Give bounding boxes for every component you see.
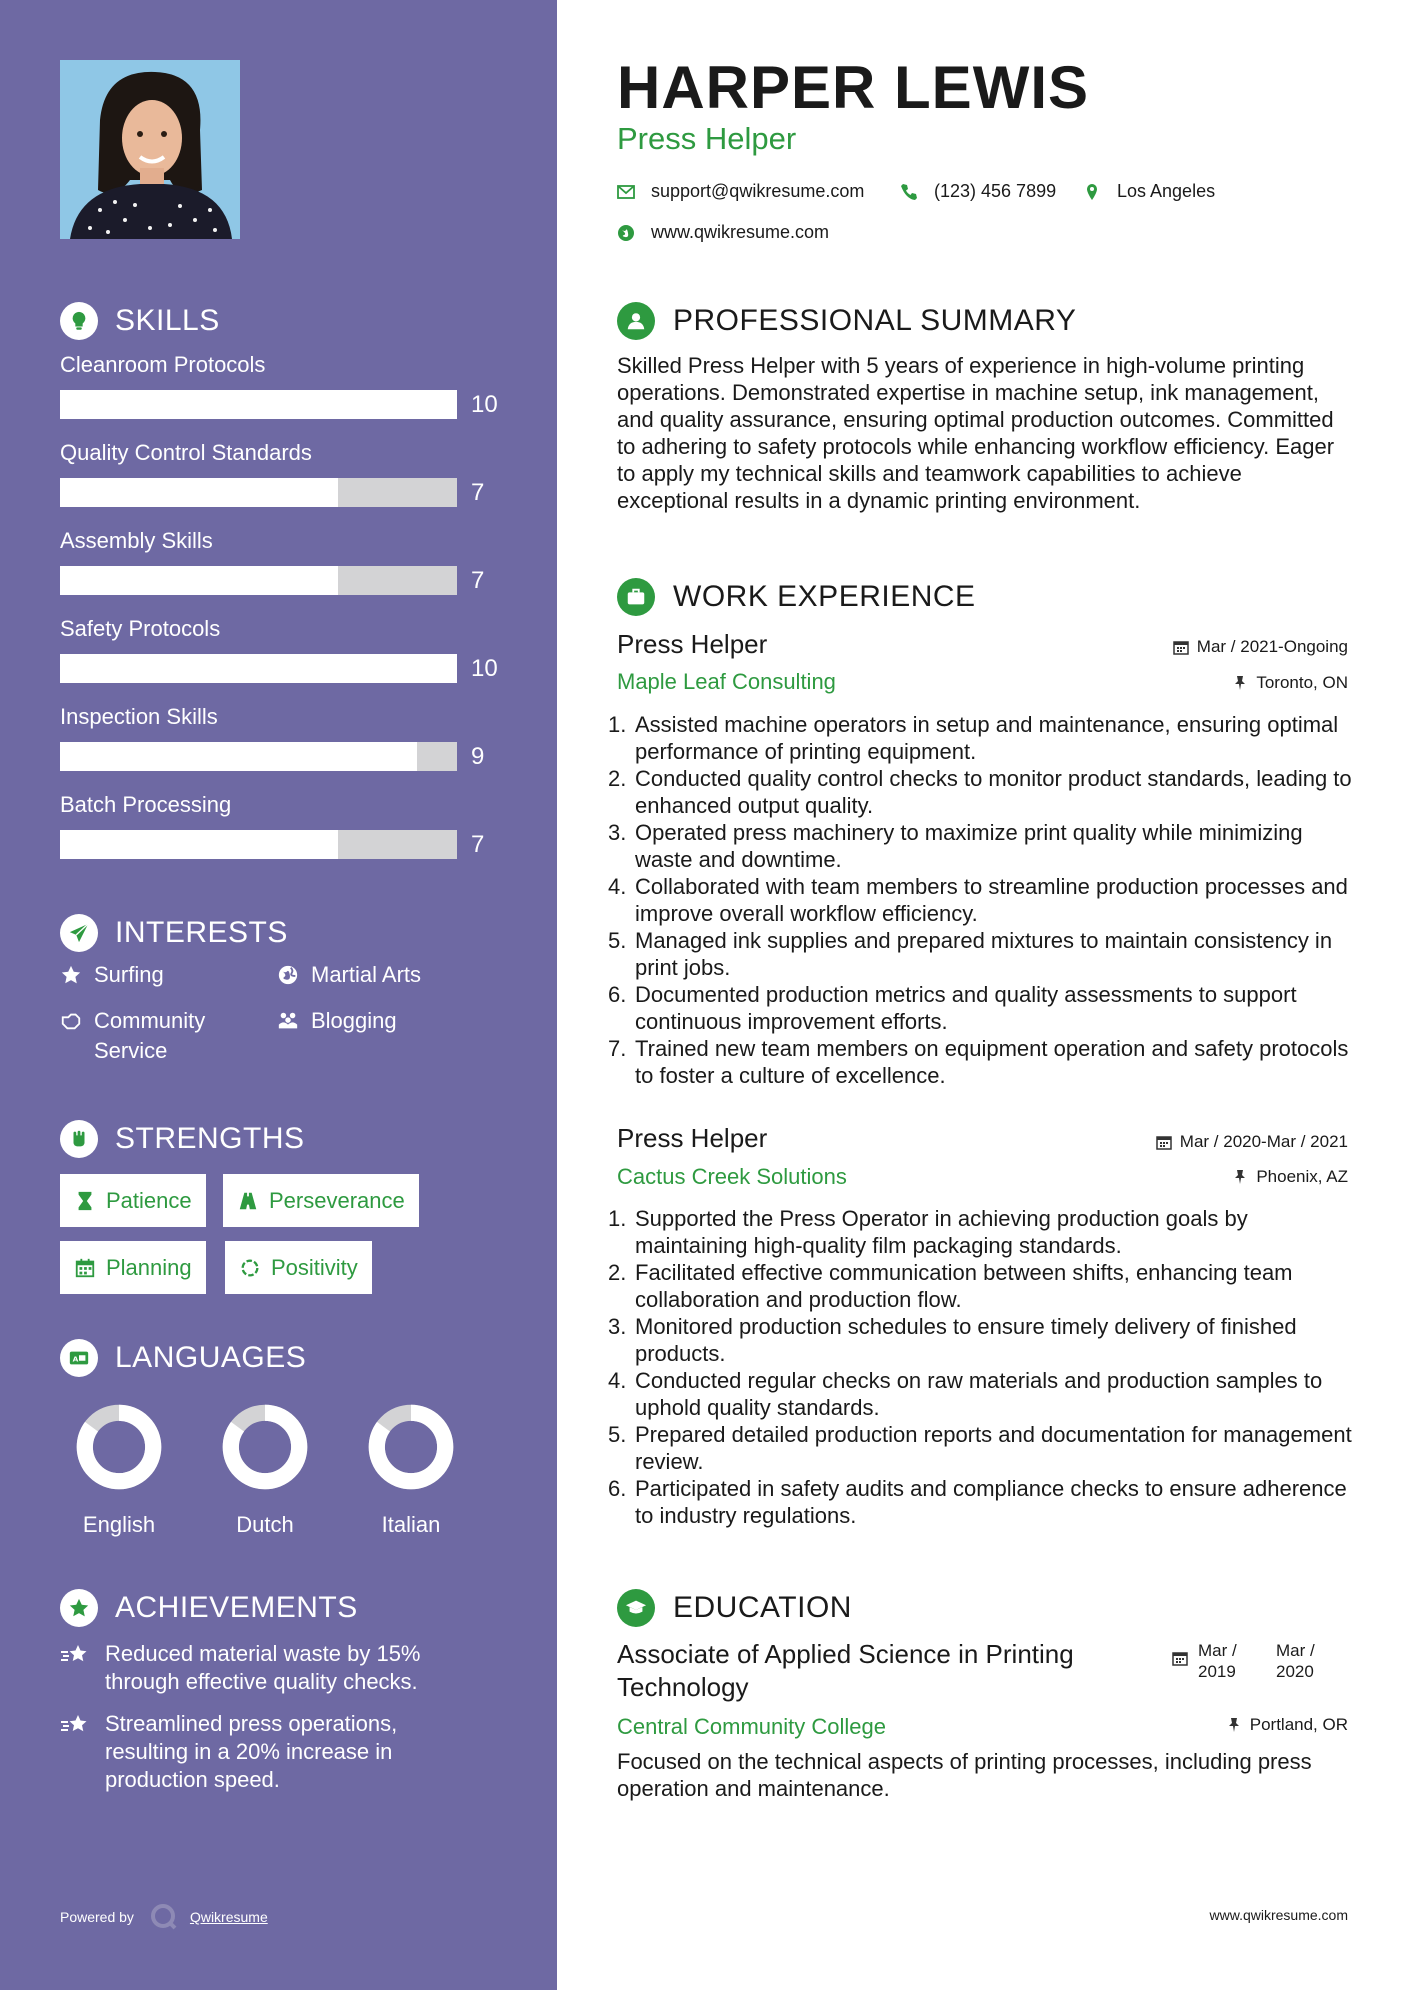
- globe-icon: [617, 224, 635, 242]
- skill-level: 10: [471, 391, 498, 418]
- skill-bar-fill: [60, 566, 338, 595]
- strength-tag-positivity: Positivity: [225, 1241, 372, 1294]
- paper-plane-icon: [60, 914, 98, 952]
- skill-name: Assembly Skills: [60, 528, 213, 553]
- footer-url[interactable]: www.qwikresume.com: [1209, 1907, 1348, 1923]
- briefcase-icon: [617, 578, 655, 616]
- interest-item-community-service: Community Service: [60, 1006, 240, 1066]
- envelope-icon: [617, 183, 635, 201]
- pin-icon: [1226, 1717, 1242, 1733]
- skill-bar-fill: [60, 654, 457, 683]
- proficiency-ring: [74, 1402, 164, 1492]
- item-number: 3.: [608, 1314, 627, 1339]
- job-dates: Mar / 2020-Mar / 2021: [1156, 1133, 1348, 1150]
- skill-name: Quality Control Standards: [60, 440, 312, 465]
- interest-item-blogging: Blogging: [277, 1006, 397, 1036]
- pin-icon: [1232, 675, 1248, 691]
- pin-icon: [1232, 1169, 1248, 1185]
- skills-heading: SKILLS: [60, 301, 220, 341]
- candidate-name: HARPER LEWIS: [617, 54, 1090, 121]
- skill-name: Safety Protocols: [60, 616, 221, 641]
- item-number: 5.: [608, 928, 627, 953]
- globe-icon: [277, 964, 299, 986]
- interests-heading: INTERESTS: [60, 913, 288, 953]
- skill-level: 7: [471, 567, 485, 594]
- phone-icon: [900, 183, 918, 201]
- job-dates: Mar / 2021-Ongoing: [1173, 638, 1348, 655]
- road-icon: [237, 1190, 259, 1212]
- skill-bar-fill: [60, 742, 417, 771]
- shooting-star-icon: [60, 1643, 90, 1667]
- job-responsibilities: [608, 1205, 1353, 1529]
- responsibility-item: [608, 819, 1353, 873]
- job-company: Maple Leaf Consulting: [617, 669, 836, 694]
- responsibility-item: [608, 1205, 1353, 1259]
- sidebar: [0, 0, 557, 1990]
- skill-bar-fill: [60, 830, 338, 859]
- qwikresume-link[interactable]: Qwikresume: [189, 1909, 268, 1925]
- interest-item-martial-arts: Martial Arts: [277, 960, 421, 990]
- circle-notch-icon: [239, 1257, 261, 1279]
- hand-icon: [60, 1010, 82, 1032]
- language-italian: Italian: [356, 1402, 466, 1538]
- calendar-icon: [74, 1257, 96, 1279]
- responsibility-item: [608, 765, 1353, 819]
- item-text: Conducted quality control checks to monitor product standards, leading to enhanced output quality.: [635, 766, 1352, 818]
- item-text: Participated in safety audits and compliance checks to ensure adherence to industry regulations.: [635, 1476, 1347, 1528]
- skill-level: 7: [471, 831, 485, 858]
- qwikresume-logo-icon: [150, 1903, 178, 1931]
- strengths-heading: STRENGTHS: [60, 1119, 305, 1159]
- item-number: 4.: [608, 1368, 627, 1393]
- responsibility-item: [608, 981, 1353, 1035]
- education-description: Focused on the technical aspects of printing processes, including press operation and maintenance.: [617, 1749, 1312, 1801]
- responsibility-item: [608, 1259, 1353, 1313]
- achievement-item: Reduced material waste by 15% through effective quality checks.: [60, 1640, 480, 1696]
- star-badge-icon: [60, 1589, 98, 1627]
- responsibility-item: [608, 1367, 1353, 1421]
- item-text: Documented production metrics and quality assessments to support continuous improvement efforts.: [635, 982, 1297, 1034]
- skill-name: Inspection Skills: [60, 704, 218, 729]
- candidate-title: Press Helper: [617, 121, 797, 156]
- calendar-icon: [1156, 1134, 1172, 1150]
- contact-website[interactable]: www.qwikresume.com: [617, 222, 829, 243]
- proficiency-ring: [220, 1402, 310, 1492]
- job-location: Toronto, ON: [1232, 674, 1348, 691]
- summary-text: Skilled Press Helper with 5 years of experience in high-volume printing operations. Demonstrated expertise in machine setup, ink management, and quality assurance, ensuring optimal production outcomes. Committed to adhering to safety protocols while enhancing workflow efficiency. Eager to apply my technical skills and teamwork capabilities to achieve exceptional results in a dynamic printing environment.: [617, 353, 1335, 513]
- responsibility-item: [608, 711, 1353, 765]
- item-text: Prepared detailed production reports and documentation for management review.: [635, 1422, 1352, 1474]
- contact-email[interactable]: support@qwikresume.com: [617, 181, 864, 202]
- experience-heading: WORK EXPERIENCE: [617, 577, 976, 617]
- item-number: 4.: [608, 874, 627, 899]
- skill-level: 9: [471, 743, 485, 770]
- strength-tag-patience: Patience: [60, 1174, 206, 1227]
- education-degree: Associate of Applied Science in Printing Technology: [617, 1639, 1074, 1702]
- hourglass-icon: [74, 1190, 96, 1212]
- shooting-star-icon: [60, 1713, 90, 1737]
- item-number: 6.: [608, 982, 627, 1007]
- item-text: Facilitated effective communication between shifts, enhancing team collaboration and production flow.: [635, 1260, 1293, 1312]
- svg-text:A: A: [72, 1354, 79, 1364]
- job-title: Press Helper: [617, 629, 768, 659]
- education-location: Portland, OR: [1226, 1716, 1348, 1733]
- skill-name: Cleanroom Protocols: [60, 352, 266, 377]
- skill-bar-fill: [60, 390, 457, 419]
- powered-by: Powered by Qwikresume: [60, 1903, 268, 1931]
- skill-bar: [60, 654, 457, 683]
- interest-item-surfing: Surfing: [60, 960, 164, 990]
- responsibility-item: [608, 1475, 1353, 1529]
- strength-tag-perseverance: Perseverance: [223, 1174, 419, 1227]
- summary-heading: PROFESSIONAL SUMMARY: [617, 301, 1076, 341]
- responsibility-item: [608, 1313, 1353, 1367]
- item-number: 7.: [608, 1036, 627, 1061]
- job-company: Cactus Creek Solutions: [617, 1164, 847, 1189]
- item-number: 2.: [608, 766, 627, 791]
- item-number: 1.: [608, 712, 627, 737]
- item-text: Monitored production schedules to ensure timely delivery of finished products.: [635, 1314, 1297, 1366]
- responsibility-item: [608, 927, 1353, 981]
- item-text: Collaborated with team members to streamline production processes and improve overall workflow efficiency.: [635, 874, 1348, 926]
- calendar-icon: [1173, 639, 1189, 655]
- item-text: Assisted machine operators in setup and maintenance, ensuring optimal performance of printing equipment.: [635, 712, 1339, 764]
- skill-level: 10: [471, 655, 498, 682]
- proficiency-ring: [366, 1402, 456, 1492]
- item-number: 1.: [608, 1206, 627, 1231]
- lightbulb-icon: [60, 302, 98, 340]
- language-english: English: [64, 1402, 174, 1538]
- star-icon: [60, 964, 82, 986]
- item-text: Supported the Press Operator in achieving production goals by maintaining high-quality film packaging standards.: [635, 1206, 1248, 1258]
- skill-name: Batch Processing: [60, 792, 232, 817]
- item-number: 6.: [608, 1476, 627, 1501]
- achievements-heading: ACHIEVEMENTS: [60, 1588, 358, 1628]
- skill-level: 7: [471, 479, 485, 506]
- skill-bar: [60, 830, 457, 859]
- graduation-cap-icon: [617, 1589, 655, 1627]
- profile-photo: [60, 60, 240, 239]
- item-text: Operated press machinery to maximize print quality while minimizing waste and downtime.: [635, 820, 1303, 872]
- item-number: 2.: [608, 1260, 627, 1285]
- education-school: Central Community College: [617, 1714, 886, 1739]
- responsibility-item: [608, 1421, 1353, 1475]
- achievement-item: Streamlined press operations, resulting in a 20% increase in production speed.: [60, 1710, 480, 1794]
- user-icon: [617, 302, 655, 340]
- skill-bar: [60, 478, 457, 507]
- fist-icon: [60, 1120, 98, 1158]
- item-text: Conducted regular checks on raw materials and production samples to uphold quality standards.: [635, 1368, 1323, 1420]
- map-marker-icon: [1083, 183, 1101, 201]
- education-heading: EDUCATION: [617, 1588, 852, 1628]
- skill-bar-fill: [60, 478, 338, 507]
- users-icon: [277, 1010, 299, 1032]
- skill-bar: [60, 390, 457, 419]
- calendar-icon: [1172, 1650, 1188, 1666]
- item-text: Trained new team members on equipment operation and safety protocols to foster a culture of excellence.: [635, 1036, 1349, 1088]
- job-location: Phoenix, AZ: [1232, 1168, 1348, 1185]
- item-number: 3.: [608, 820, 627, 845]
- responsibility-item: [608, 873, 1353, 927]
- strength-tag-planning: Planning: [60, 1241, 206, 1294]
- item-number: 5.: [608, 1422, 627, 1447]
- job-responsibilities: [608, 711, 1353, 1089]
- skill-bar: [60, 566, 457, 595]
- job-title: Press Helper: [617, 1123, 768, 1153]
- contact-location: Los Angeles: [1083, 181, 1215, 202]
- education-dates: Mar / 2019 Mar / 2020: [1172, 1640, 1334, 1682]
- language-dutch: Dutch: [210, 1402, 320, 1538]
- contact-phone[interactable]: (123) 456 7899: [900, 181, 1056, 202]
- skill-bar: [60, 742, 457, 771]
- language-icon: [60, 1339, 98, 1377]
- item-text: Managed ink supplies and prepared mixtures to maintain consistency in print jobs.: [635, 928, 1333, 980]
- languages-heading: A LANGUAGES: [60, 1338, 306, 1378]
- responsibility-item: [608, 1035, 1353, 1089]
